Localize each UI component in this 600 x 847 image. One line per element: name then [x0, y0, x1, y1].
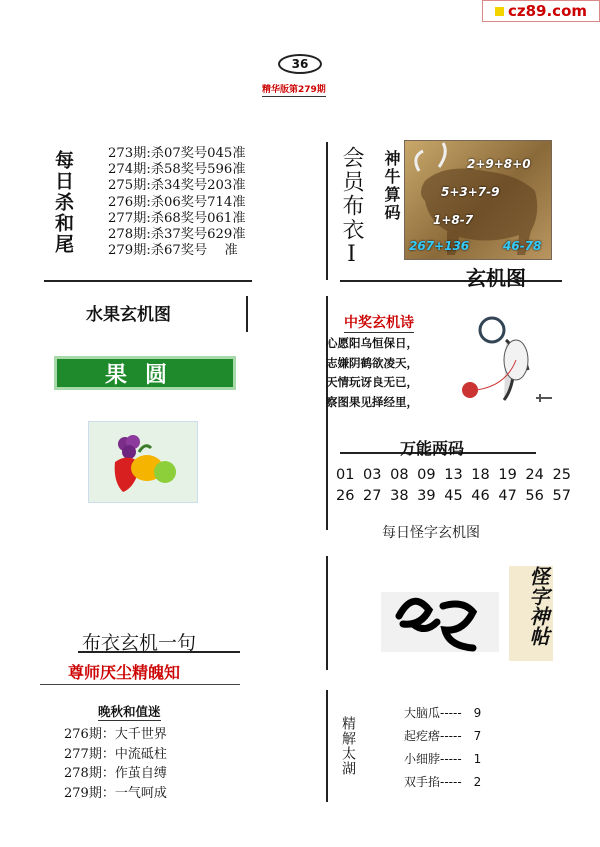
taihu-row: 起疙瘩----- 7: [404, 729, 482, 743]
kill-tail-row: 276期:杀06奖号714准: [108, 194, 246, 210]
divider-vertical-3: [326, 556, 328, 670]
two-codes-numbers: [336, 465, 571, 507]
poem-title: 中奖玄机诗: [344, 312, 414, 333]
kill-tail-title: 每日杀和尾: [52, 150, 74, 255]
ox-text: 267+136: [409, 239, 470, 253]
kill-tail-row: 273期:杀07奖号045准: [108, 146, 246, 161]
riddle-title: 晚秋和值迷: [98, 704, 161, 719]
member-subtitle: 神牛算码: [382, 150, 401, 222]
taihu-row: 大脑瓜----- 9: [404, 706, 482, 720]
taihu-title: 精解太湖: [340, 716, 356, 776]
guaizi-title: 每日怪字玄机图: [382, 525, 480, 541]
site-dot-icon: [495, 7, 504, 16]
fruit-image: [88, 421, 198, 503]
riddle-row: 279期：一气呵成: [64, 785, 167, 801]
buyi-phrase: 尊师厌尘精魄知: [68, 663, 181, 682]
divider-right-1: [340, 280, 562, 282]
poem-line: 志嫌阴鹤欲凌天，: [326, 355, 418, 370]
riddle-list: [64, 725, 167, 803]
poem-line: 心愿阳乌恒保日，: [326, 336, 418, 350]
two-codes-line: 01 03 08 09 13 18 19 24 25: [336, 467, 571, 483]
kill-tail-row: 278期:杀37奖号629准: [108, 227, 246, 243]
ox-text: 46-78: [503, 239, 542, 253]
riddle-row: 277期：中流砥柱: [64, 746, 167, 762]
poem-line: 天情玩讶良无已，: [326, 375, 418, 389]
kill-tail-row: 279期:杀67奖号 准: [108, 243, 238, 259]
poem-lines: [326, 334, 418, 412]
member-caption: 玄机图: [466, 266, 526, 290]
kill-tail-row: 275期:杀34奖号203准: [108, 178, 246, 194]
kill-tail-list: [108, 146, 246, 259]
guaizi-image: [381, 566, 553, 661]
cat-image: [446, 310, 556, 410]
fruit-basket-icon: [89, 422, 197, 502]
divider-vertical-4: [326, 690, 328, 802]
ox-image: [404, 140, 552, 260]
riddle-row: 276期：大千世界: [64, 727, 167, 742]
site-name: cz89.com: [507, 2, 588, 20]
edition-label: 精华版第279期: [262, 82, 326, 97]
poem-line: 察图果见择经里，: [326, 394, 418, 409]
kill-tail-row: 277期:杀68奖号061准: [108, 210, 246, 226]
logo-text: 36: [291, 57, 309, 71]
taihu-list: [404, 702, 481, 794]
divider-vertical-1: [326, 142, 328, 280]
cat-yarn-icon: [446, 310, 556, 410]
strange-char-icon: [393, 588, 493, 658]
taihu-row: 双手掐----- 2: [404, 775, 482, 789]
divider-left-1: [44, 280, 252, 282]
site-badge[interactable]: [482, 0, 600, 22]
buyi-title: 布衣玄机一句: [82, 632, 197, 654]
fruit-title: 水果玄机图: [86, 305, 171, 325]
divider-fruit: [246, 296, 248, 332]
kill-tail-row: 274期:杀58奖号596准: [108, 162, 246, 178]
logo: [278, 54, 322, 74]
two-codes-title: 万能两码: [400, 439, 465, 458]
ox-text: 2+9+8+0: [467, 157, 531, 171]
guaizi-side-text: 怪字神帖: [509, 566, 553, 661]
ox-text: 1+8-7: [433, 213, 474, 227]
divider-vertical-2: [326, 296, 328, 530]
member-title: 会员布衣Ⅰ: [339, 146, 364, 269]
divider-riddle: [40, 684, 240, 685]
riddle-row: 278期：作茧自缚: [64, 766, 167, 781]
ox-text: 5+3+7-9: [441, 185, 500, 199]
taihu-row: 小细脖----- 1: [404, 752, 482, 766]
fruit-banner: 果圆: [54, 356, 236, 390]
two-codes-line: 26 27 38 39 45 46 47 56 57: [336, 488, 571, 504]
